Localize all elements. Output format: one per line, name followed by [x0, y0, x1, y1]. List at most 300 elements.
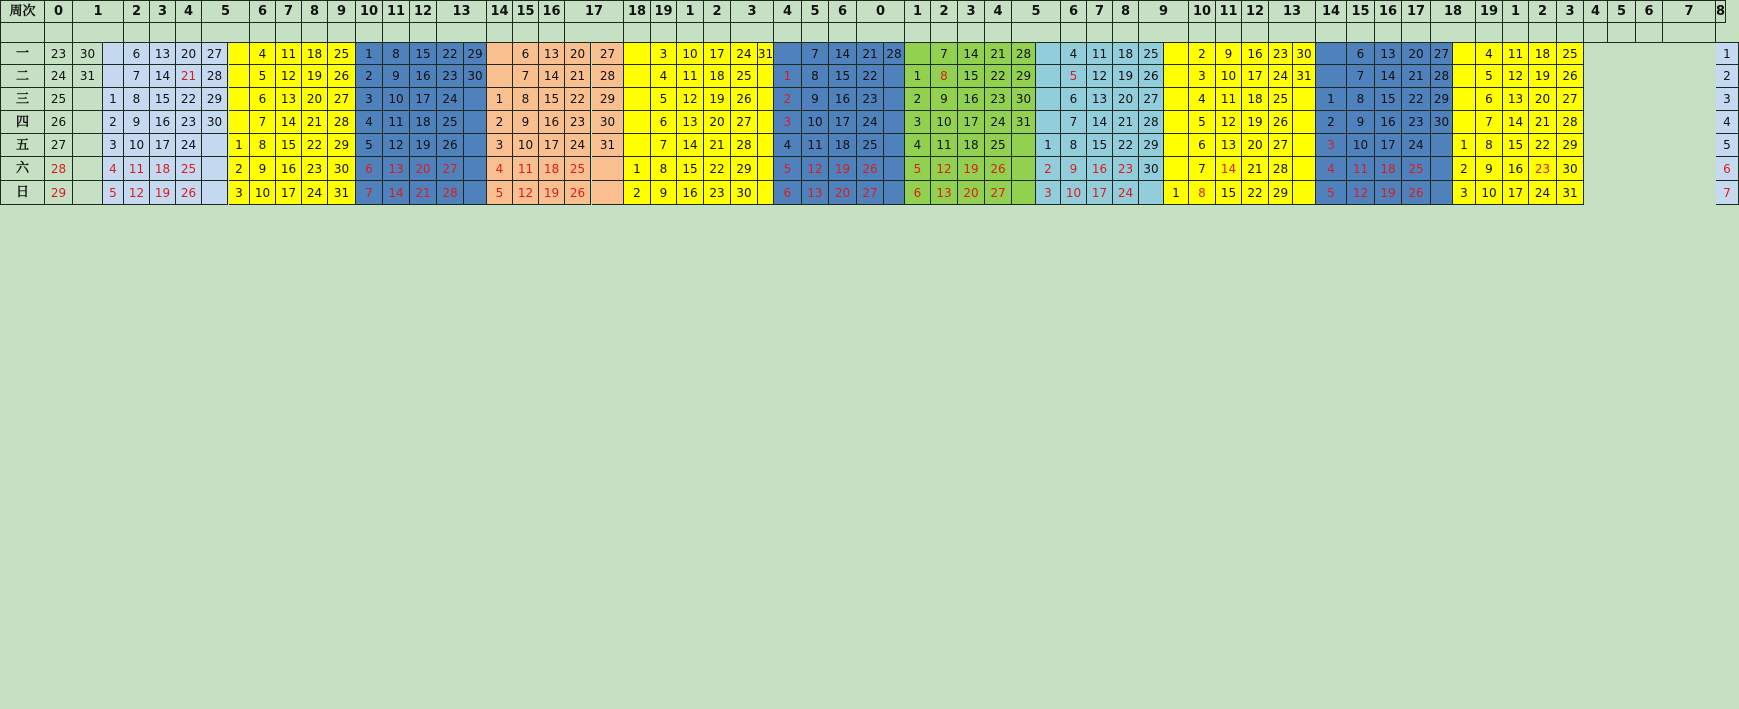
calendar-day: 8 [383, 43, 410, 65]
week-number: 2 [1529, 0, 1557, 23]
calendar-day: 7 [802, 43, 829, 65]
calendar-day: 14 [1087, 111, 1113, 134]
calendar-day: 29 [1269, 181, 1293, 205]
calendar-day: 14 [1375, 65, 1402, 88]
calendar-day [103, 65, 124, 88]
calendar-day [1293, 88, 1316, 111]
calendar-day [73, 134, 103, 157]
calendar-day [464, 181, 487, 205]
calendar-day [1012, 181, 1036, 205]
calendar-day: 28 [731, 134, 758, 157]
calendar-day: 5 [1476, 65, 1503, 88]
week-number: 3 [731, 0, 774, 23]
calendar-day: 24 [45, 65, 73, 88]
calendar-day: 20 [176, 43, 202, 65]
calendar-day: 30 [592, 111, 624, 134]
calendar-day: 20 [565, 43, 591, 65]
calendar-day: 3 [1189, 65, 1216, 88]
calendar-day [1036, 43, 1061, 65]
calendar-day: 2 [229, 157, 250, 181]
calendar-day: 2 [1453, 157, 1476, 181]
calendar-day [73, 181, 103, 205]
week-number: 4 [985, 0, 1012, 23]
calendar-day: 31 [758, 43, 774, 65]
calendar-day: 27 [731, 111, 758, 134]
calendar-day: 7 [356, 181, 383, 205]
week-number: 14 [1316, 0, 1347, 23]
calendar-day: 8 [1347, 88, 1375, 111]
calendar-day: 12 [383, 134, 410, 157]
calendar-day: 14 [276, 111, 302, 134]
calendar-day: 25 [731, 65, 758, 88]
calendar-day: 13 [1503, 88, 1529, 111]
calendar-day: 14 [383, 181, 410, 205]
calendar-day: 5 [250, 65, 276, 88]
header-spacer [704, 23, 731, 43]
calendar-day: 28 [45, 157, 73, 181]
calendar-day: 24 [857, 111, 884, 134]
calendar-day: 21 [302, 111, 328, 134]
header-spacer [1242, 23, 1269, 43]
calendar-day: 21 [985, 43, 1012, 65]
week-number: 8 [302, 0, 328, 23]
calendar-day: 13 [677, 111, 704, 134]
calendar-day: 9 [1347, 111, 1375, 134]
calendar-day: 14 [539, 65, 565, 88]
calendar-day: 2 [103, 111, 124, 134]
calendar-day: 16 [539, 111, 565, 134]
header-spacer [73, 23, 124, 43]
calendar-day [464, 88, 487, 111]
calendar-day: 28 [884, 43, 905, 65]
week-number: 12 [1242, 0, 1269, 23]
calendar-day: 26 [1139, 65, 1164, 88]
calendar-day: 18 [829, 134, 857, 157]
week-header-corner: 周次 [0, 0, 45, 23]
calendar-day: 21 [1402, 65, 1431, 88]
calendar-day: 18 [150, 157, 176, 181]
calendar-day: 6 [1716, 157, 1739, 181]
calendar-day: 4 [905, 134, 931, 157]
calendar-day: 12 [802, 157, 829, 181]
calendar-day: 2 [1189, 43, 1216, 65]
calendar-day: 17 [1503, 181, 1529, 205]
calendar-day: 23 [1402, 111, 1431, 134]
calendar-day [73, 111, 103, 134]
calendar-day: 19 [1242, 111, 1269, 134]
calendar-day: 29 [592, 88, 624, 111]
header-spacer [383, 23, 410, 43]
calendar-day: 19 [1529, 65, 1557, 88]
calendar-day: 17 [1242, 65, 1269, 88]
calendar-day [1316, 43, 1347, 65]
calendar-day: 7 [513, 65, 539, 88]
week-number: 8 [1716, 0, 1726, 23]
calendar-day: 15 [829, 65, 857, 88]
calendar-day: 12 [1347, 181, 1375, 205]
calendar-day: 21 [857, 43, 884, 65]
calendar-day: 4 [1189, 88, 1216, 111]
calendar-day: 7 [1061, 111, 1087, 134]
calendar-day: 21 [1113, 111, 1139, 134]
calendar-day: 15 [677, 157, 704, 181]
calendar-day: 6 [905, 181, 931, 205]
calendar-day: 9 [383, 65, 410, 88]
calendar-day: 16 [1242, 43, 1269, 65]
calendar-day: 5 [356, 134, 383, 157]
calendar-day: 19 [829, 157, 857, 181]
calendar-day: 15 [1375, 88, 1402, 111]
calendar-day: 4 [1716, 111, 1739, 134]
calendar-day: 20 [1402, 43, 1431, 65]
calendar-day: 20 [1242, 134, 1269, 157]
week-number: 2 [931, 0, 958, 23]
calendar-day: 21 [565, 65, 591, 88]
header-spacer [45, 23, 73, 43]
header-spacer [202, 23, 250, 43]
calendar-day: 8 [651, 157, 677, 181]
calendar-day: 24 [565, 134, 591, 157]
calendar-day: 18 [1242, 88, 1269, 111]
calendar-day: 10 [513, 134, 539, 157]
calendar-day: 25 [176, 157, 202, 181]
week-number: 15 [513, 0, 539, 23]
calendar-day: 21 [410, 181, 437, 205]
calendar-day: 11 [513, 157, 539, 181]
calendar-day: 19 [1375, 181, 1402, 205]
calendar-day: 11 [276, 43, 302, 65]
calendar-day: 19 [539, 181, 565, 205]
calendar-day: 27 [1139, 88, 1164, 111]
week-number: 4 [1584, 0, 1608, 23]
calendar-day [758, 65, 774, 88]
calendar-day: 1 [229, 134, 250, 157]
calendar-day: 13 [150, 43, 176, 65]
calendar-day: 26 [985, 157, 1012, 181]
weekday-label: 六 [0, 157, 45, 181]
header-spacer [513, 23, 539, 43]
calendar-day: 9 [1216, 43, 1242, 65]
calendar-day: 28 [437, 181, 464, 205]
calendar-day: 2 [624, 181, 651, 205]
calendar-day: 6 [774, 181, 802, 205]
calendar-day [1036, 111, 1061, 134]
week-number: 1 [677, 0, 704, 23]
calendar-day: 30 [464, 65, 487, 88]
calendar-day: 15 [410, 43, 437, 65]
calendar-day [1453, 65, 1476, 88]
week-number: 19 [651, 0, 677, 23]
calendar-day: 18 [539, 157, 565, 181]
header-spacer [356, 23, 383, 43]
calendar-day: 19 [958, 157, 985, 181]
calendar-day [758, 181, 774, 205]
calendar-day: 14 [1503, 111, 1529, 134]
week-number: 17 [1402, 0, 1431, 23]
calendar-day: 27 [45, 134, 73, 157]
calendar-day [1164, 157, 1189, 181]
calendar-day: 1 [1164, 181, 1189, 205]
header-spacer [1061, 23, 1087, 43]
calendar-day: 3 [103, 134, 124, 157]
calendar-day [487, 65, 513, 88]
header-spacer [1716, 23, 1739, 43]
calendar-day [1293, 111, 1316, 134]
calendar-day: 20 [1529, 88, 1557, 111]
calendar-day: 3 [1316, 134, 1347, 157]
calendar-day: 23 [437, 65, 464, 88]
calendar-day: 10 [124, 134, 150, 157]
calendar-day [1036, 88, 1061, 111]
calendar-day: 6 [356, 157, 383, 181]
header-spacer [124, 23, 150, 43]
header-spacer [931, 23, 958, 43]
calendar-day: 8 [1476, 134, 1503, 157]
calendar-day: 24 [1529, 181, 1557, 205]
calendar-day: 13 [1087, 88, 1113, 111]
calendar-day: 14 [677, 134, 704, 157]
calendar-day: 9 [651, 181, 677, 205]
calendar-day: 7 [1716, 181, 1739, 205]
calendar-day: 10 [250, 181, 276, 205]
calendar-day [202, 157, 228, 181]
week-number: 7 [276, 0, 302, 23]
header-spacer [1636, 23, 1663, 43]
calendar-day: 10 [1216, 65, 1242, 88]
calendar-day: 7 [651, 134, 677, 157]
week-number: 9 [328, 0, 356, 23]
calendar-day: 11 [1347, 157, 1375, 181]
week-number: 3 [958, 0, 985, 23]
calendar-day: 15 [150, 88, 176, 111]
calendar-day [202, 134, 228, 157]
week-number: 7 [1087, 0, 1113, 23]
calendar-day: 8 [250, 134, 276, 157]
calendar-day [73, 157, 103, 181]
calendar-day: 7 [1476, 111, 1503, 134]
header-spacer [565, 23, 624, 43]
calendar-day: 2 [774, 88, 802, 111]
calendar-day: 16 [1375, 111, 1402, 134]
calendar-day: 30 [1012, 88, 1036, 111]
week-number: 17 [565, 0, 624, 23]
week-number: 0 [45, 0, 73, 23]
header-spacer [857, 23, 905, 43]
calendar-day: 30 [1293, 43, 1316, 65]
calendar-day: 18 [1375, 157, 1402, 181]
calendar-day: 5 [1189, 111, 1216, 134]
calendar-day: 23 [45, 43, 73, 65]
calendar-day [229, 65, 250, 88]
calendar-day: 28 [328, 111, 356, 134]
calendar-day: 14 [150, 65, 176, 88]
calendar-day: 29 [1012, 65, 1036, 88]
calendar-day: 10 [1476, 181, 1503, 205]
calendar-day: 8 [1061, 134, 1087, 157]
calendar-day [884, 157, 905, 181]
header-spacer [1316, 23, 1347, 43]
calendar-day: 21 [176, 65, 202, 88]
week-number: 4 [774, 0, 802, 23]
calendar-day [229, 43, 250, 65]
week-number: 11 [383, 0, 410, 23]
calendar-day: 13 [276, 88, 302, 111]
calendar-day: 29 [731, 157, 758, 181]
header-spacer [1431, 23, 1476, 43]
calendar-day [758, 134, 774, 157]
header-spacer [276, 23, 302, 43]
calendar-day: 25 [1269, 88, 1293, 111]
calendar-day: 3 [651, 43, 677, 65]
header-spacer [802, 23, 829, 43]
calendar-day: 17 [704, 43, 731, 65]
week-number: 16 [539, 0, 565, 23]
calendar-day: 30 [1557, 157, 1584, 181]
calendar-day: 24 [985, 111, 1012, 134]
header-spacer [624, 23, 651, 43]
calendar-day: 30 [73, 43, 103, 65]
calendar-day [1453, 111, 1476, 134]
calendar-day: 6 [651, 111, 677, 134]
calendar-day: 20 [829, 181, 857, 205]
calendar-day: 26 [176, 181, 202, 205]
calendar-day: 28 [592, 65, 624, 88]
calendar-day: 5 [774, 157, 802, 181]
calendar-day: 15 [1216, 181, 1242, 205]
header-spacer [487, 23, 513, 43]
calendar-day: 4 [250, 43, 276, 65]
calendar-day [1012, 134, 1036, 157]
calendar-day: 7 [1347, 65, 1375, 88]
calendar-day: 25 [1557, 43, 1584, 65]
calendar-day: 17 [829, 111, 857, 134]
calendar-day: 12 [276, 65, 302, 88]
header-spacer [774, 23, 802, 43]
week-number: 12 [410, 0, 437, 23]
week-number: 5 [802, 0, 829, 23]
header-spacer [302, 23, 328, 43]
header-spacer [1087, 23, 1113, 43]
calendar-day: 31 [1557, 181, 1584, 205]
calendar-day: 11 [383, 111, 410, 134]
header-spacer [539, 23, 565, 43]
week-number: 1 [905, 0, 931, 23]
calendar-day: 10 [383, 88, 410, 111]
calendar-day: 25 [985, 134, 1012, 157]
calendar-day: 21 [1529, 111, 1557, 134]
calendar-day: 2 [1036, 157, 1061, 181]
calendar-day: 2 [356, 65, 383, 88]
calendar-day: 28 [202, 65, 228, 88]
week-number: 6 [1061, 0, 1087, 23]
calendar-day: 30 [1431, 111, 1453, 134]
calendar-day: 8 [931, 65, 958, 88]
calendar-day: 8 [802, 65, 829, 88]
calendar-day [758, 111, 774, 134]
calendar-day [1293, 134, 1316, 157]
calendar-day: 4 [487, 157, 513, 181]
calendar-day [1139, 181, 1164, 205]
calendar-day [624, 111, 651, 134]
calendar-day: 21 [704, 134, 731, 157]
calendar-day: 3 [229, 181, 250, 205]
calendar-day: 13 [1216, 134, 1242, 157]
calendar-day: 16 [1503, 157, 1529, 181]
calendar-day: 22 [1242, 181, 1269, 205]
calendar-day: 16 [150, 111, 176, 134]
calendar-day: 1 [103, 88, 124, 111]
calendar-day: 20 [958, 181, 985, 205]
calendar-day: 27 [985, 181, 1012, 205]
calendar-day: 24 [302, 181, 328, 205]
week-number: 16 [1375, 0, 1402, 23]
header-spacer [1557, 23, 1584, 43]
calendar-day: 27 [1557, 88, 1584, 111]
calendar-day: 2 [487, 111, 513, 134]
week-number: 0 [857, 0, 905, 23]
calendar-day: 4 [103, 157, 124, 181]
header-spacer [0, 23, 45, 43]
calendar-day: 27 [328, 88, 356, 111]
calendar-day: 27 [202, 43, 228, 65]
calendar-day: 29 [1431, 88, 1453, 111]
calendar-day: 28 [1269, 157, 1293, 181]
calendar-day: 23 [302, 157, 328, 181]
weekday-label: 三 [0, 88, 45, 111]
calendar-day: 26 [437, 134, 464, 157]
calendar-day: 23 [1113, 157, 1139, 181]
weekday-label: 四 [0, 111, 45, 134]
calendar-day [884, 181, 905, 205]
calendar-day: 19 [302, 65, 328, 88]
calendar-day [1293, 157, 1316, 181]
calendar-day: 24 [437, 88, 464, 111]
calendar-day: 27 [437, 157, 464, 181]
calendar-day: 11 [1503, 43, 1529, 65]
calendar-day: 3 [1716, 88, 1739, 111]
calendar-day: 1 [1453, 134, 1476, 157]
calendar-day: 17 [150, 134, 176, 157]
calendar-day: 25 [328, 43, 356, 65]
calendar-day: 30 [202, 111, 228, 134]
calendar-day: 13 [802, 181, 829, 205]
calendar-day: 6 [513, 43, 539, 65]
calendar-day: 4 [651, 65, 677, 88]
header-spacer [1012, 23, 1061, 43]
calendar-day [1316, 65, 1347, 88]
calendar-day: 18 [1529, 43, 1557, 65]
calendar-day: 23 [565, 111, 591, 134]
calendar-day: 20 [302, 88, 328, 111]
calendar-day: 20 [704, 111, 731, 134]
calendar-day: 1 [774, 65, 802, 88]
calendar-day [1431, 157, 1453, 181]
calendar-day: 9 [931, 88, 958, 111]
calendar-day [464, 134, 487, 157]
calendar-day: 5 [1061, 65, 1087, 88]
calendar-day: 31 [1012, 111, 1036, 134]
calendar-day [884, 65, 905, 88]
calendar-day: 23 [985, 88, 1012, 111]
calendar-day: 8 [124, 88, 150, 111]
calendar-day: 12 [1216, 111, 1242, 134]
calendar-day: 22 [565, 88, 591, 111]
calendar-day: 4 [1061, 43, 1087, 65]
header-spacer [328, 23, 356, 43]
week-number: 1 [1503, 0, 1529, 23]
calendar-day: 25 [1139, 43, 1164, 65]
calendar-day: 9 [250, 157, 276, 181]
